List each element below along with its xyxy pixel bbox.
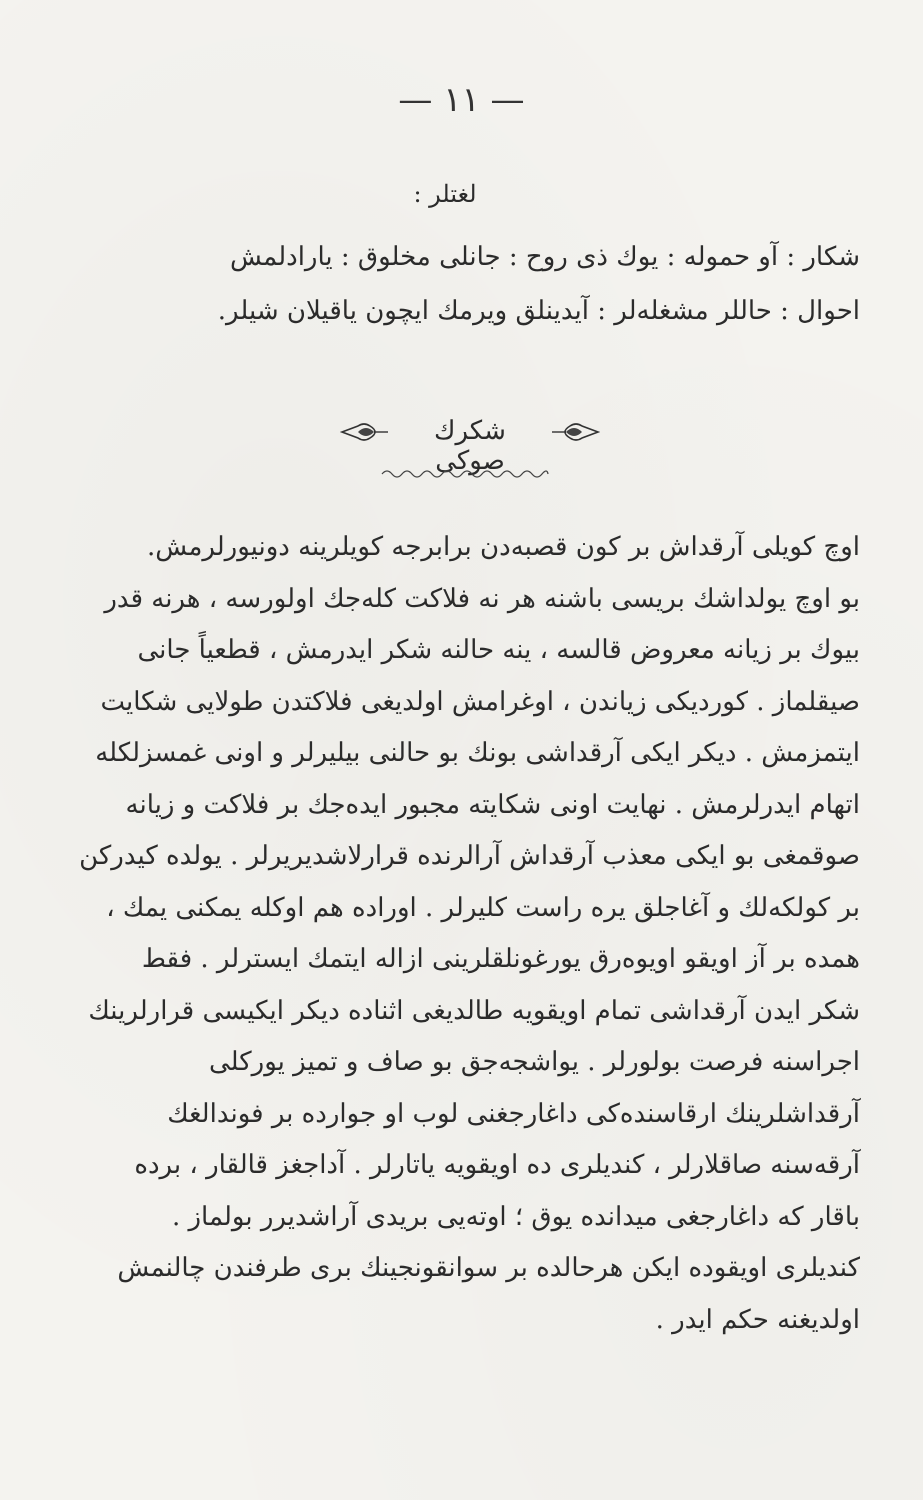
paragraph-line: اولدیغنه حکم ایدر . [655, 1304, 860, 1335]
paragraph-line: شکر ایدن آرقداشی تمام اویقویه طالدیغی اثناده دیکر ایکیسی قرارلرینك [88, 995, 860, 1026]
section-heading-block [340, 410, 600, 476]
paragraph-line: اجراسنه فرصت بولورلر . یواشجه‌جق بو صاف و تمیز یورکلی [209, 1047, 860, 1077]
paragraph-line: آرقداشلرینك ارقاسنده‌کی داغارجغنی لوب او جوارده بر فوندالغك [167, 1098, 860, 1129]
heading-underline-divider [380, 466, 550, 482]
glossary-title: لغتلر : [413, 180, 477, 208]
paragraph-line: باقار که داغارجغی میدانده یوق ؛ اوته‌یی بریدی آراشدیرر بولماز . [171, 1201, 860, 1232]
paragraph-line: اوچ کویلی آرقداش بر کون قصبه‌دن برابرجه کویلرینه دونیورلرمش. [147, 532, 860, 562]
ornament-left-icon [340, 418, 390, 446]
glossary-row: احوال : حاللر مشغله‌لر : آیدینلق ویرمك ایچون یاقیلان شیلر. [217, 296, 860, 326]
paragraph-line: صوقمغی بو ایکی معذب آرقداش آرالرنده قرارلاشدیریرلر . یولده کیدرکن [79, 841, 860, 871]
paragraph-line: بیوك بر زیانه معروض قالسه ، ینه حالنه شکر ایدرمش ، قطعیاً جانی [137, 635, 860, 665]
page-number: — ۱۱ — [398, 80, 525, 120]
paragraph-line: بو اوچ یولداشك بریسی باشنه هر نه فلاکت کله‌جك اولورسه ، هرنه قدر [104, 583, 860, 614]
paragraph-line: همده بر آز اویقو اویوه‌رق یورغونلقلرینی ازاله ایتمك ایسترلر . فقط [141, 944, 860, 974]
paragraph-line: کندیلری اویقوده ایکن هرحالده بر سوانقونجینك بری طرفندن چالنمش [117, 1253, 860, 1283]
story-paragraph [60, 522, 860, 1346]
ornament-right-icon [550, 418, 600, 446]
section-heading: شکرك صوکی [434, 416, 506, 476]
paragraph-line: اتهام ایدرلرمش . نهایت اونی شکایته مجبور ایده‌جك بر فلاکت و زیانه [125, 789, 860, 820]
glossary-row: شکار : آو حموله : یوك ذی روح : جانلی مخلوق : یارادلمش [230, 242, 860, 272]
paragraph-line: آرقه‌سنه صاقلارلر ، کندیلری ده اویقویه یاتارلر . آداجغز قالقار ، برده [134, 1150, 860, 1180]
paragraph-line: بر کولکه‌لك و آغاجلق یره راست کلیرلر . اوراده هم اوکله یمکنی یمك ، [106, 892, 860, 923]
paragraph-line: ایتمزمش . دیکر ایکی آرقداشی بونك بو حالنی بیلیرلر و اونی غمسزلکله [95, 738, 860, 768]
paragraph-line: صیقلماز . کوردیکی زیاندن ، اوغرامش اولدیغی فلاکتدن طولایی شکایت [100, 686, 860, 717]
